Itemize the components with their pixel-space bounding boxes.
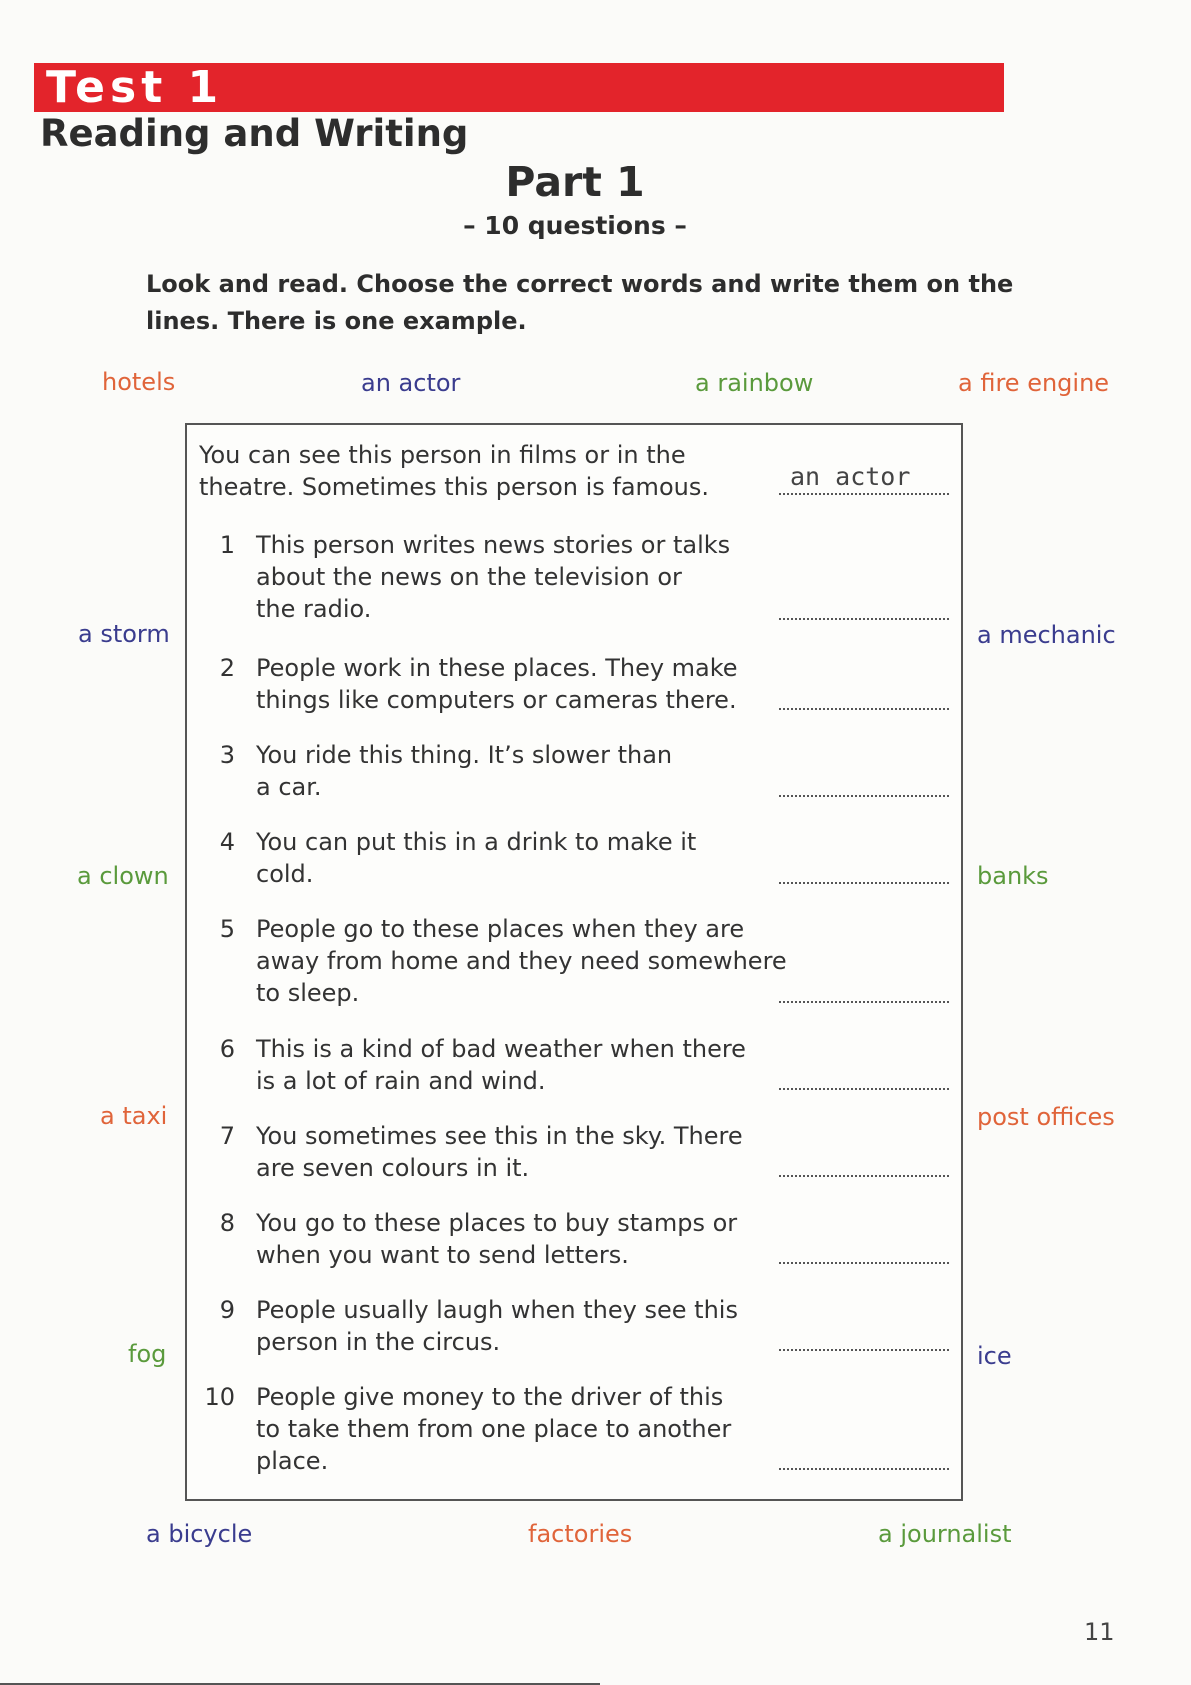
word-bank-item: fog xyxy=(128,1340,167,1368)
word-bank-item: a storm xyxy=(78,620,170,648)
word-bank-item: a taxi xyxy=(100,1102,168,1130)
answer-line[interactable] xyxy=(779,1466,949,1470)
question-number: 9 xyxy=(219,1296,235,1324)
word-bank-item: a bicycle xyxy=(146,1520,253,1548)
question-box xyxy=(185,423,963,1501)
word-bank-item: a clown xyxy=(77,862,169,890)
question-number: 2 xyxy=(219,654,235,682)
question-text: You can put this in a drink to make it cold. xyxy=(256,828,697,888)
word-bank-item: a rainbow xyxy=(695,369,814,397)
question-number: 5 xyxy=(219,915,235,943)
answer-line[interactable] xyxy=(779,1173,949,1177)
question-text: This is a kind of bad weather when there is a lot of rain and wind. xyxy=(256,1035,746,1095)
word-bank-item: a fire engine xyxy=(958,369,1110,397)
word-bank-item: post offices xyxy=(977,1103,1115,1131)
example-text: You can see this person in films or in the theatre. Sometimes this person is famous. xyxy=(199,441,709,501)
answer-line[interactable] xyxy=(779,616,949,620)
question-text: You ride this thing. It’s slower than a car. xyxy=(256,741,673,801)
answer-line[interactable] xyxy=(779,1260,949,1264)
question-number: 6 xyxy=(219,1035,235,1063)
question-number: 4 xyxy=(219,828,235,856)
answer-line[interactable] xyxy=(779,1347,949,1351)
question-text: This person writes news stories or talks about the news on the television or the radio. xyxy=(256,531,731,623)
answer-line[interactable] xyxy=(779,880,949,884)
example-answer: an actor xyxy=(790,462,911,491)
instructions: Look and read. Choose the correct words and write them on the lines. There is one example. xyxy=(146,270,1014,335)
banner-title: Test 1 xyxy=(46,62,224,113)
word-bank-item: banks xyxy=(977,862,1049,890)
part-title: Part 1 xyxy=(505,158,645,206)
word-bank-item: a journalist xyxy=(878,1520,1012,1548)
answer-line[interactable] xyxy=(779,793,949,797)
part-subtitle: – 10 questions – xyxy=(463,211,687,240)
word-bank-item: hotels xyxy=(102,368,176,396)
question-number: 8 xyxy=(219,1209,235,1237)
word-bank-item: ice xyxy=(977,1342,1012,1370)
question-text: You go to these places to buy stamps or when you want to send letters. xyxy=(256,1209,738,1269)
question-text: People usually laugh when they see this person in the circus. xyxy=(256,1296,738,1356)
question-number: 3 xyxy=(219,741,235,769)
answer-line[interactable] xyxy=(779,1086,949,1090)
test-banner xyxy=(34,63,1004,112)
word-bank-item: factories xyxy=(528,1520,633,1548)
question-text: People go to these places when they are away from home and they need somewhere to sleep. xyxy=(256,915,787,1007)
answer-line[interactable] xyxy=(779,999,949,1003)
answer-line[interactable] xyxy=(779,706,949,710)
section-title: Reading and Writing xyxy=(40,112,469,155)
question-text: You sometimes see this in the sky. There are seven colours in it. xyxy=(256,1122,743,1182)
word-bank-item: a mechanic xyxy=(977,621,1116,649)
question-text: People work in these places. They make things like computers or cameras there. xyxy=(256,654,738,714)
question-number: 1 xyxy=(219,531,235,559)
page-number: 11 xyxy=(1084,1618,1115,1646)
answer-line-example xyxy=(779,491,949,495)
question-text: People give money to the driver of this to take them from one place to another place. xyxy=(256,1383,732,1475)
word-bank-item: an actor xyxy=(361,369,461,397)
question-number: 7 xyxy=(219,1122,235,1150)
question-number: 10 xyxy=(204,1383,235,1411)
